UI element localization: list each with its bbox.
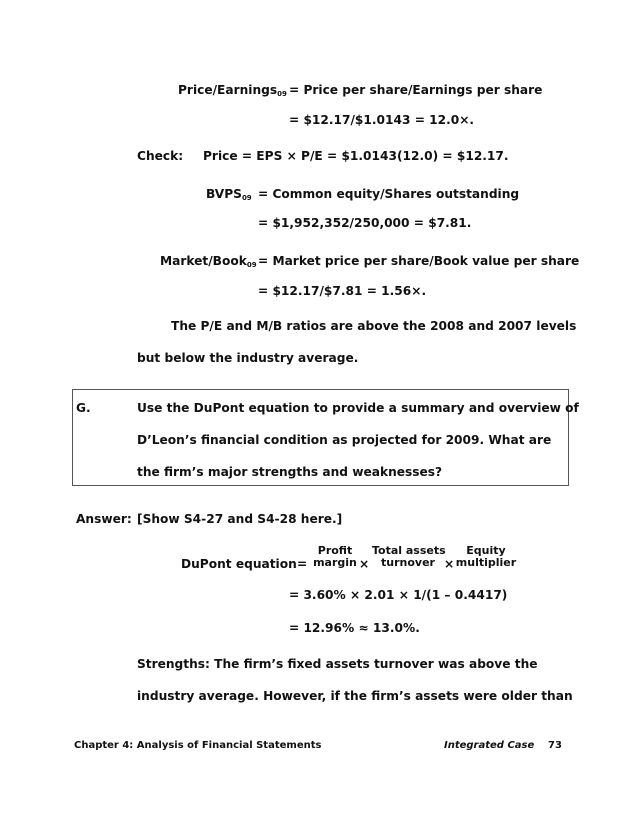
pe-label-text: Price/Earnings bbox=[178, 83, 278, 97]
term-equity-multiplier-top: Equity bbox=[466, 544, 506, 557]
dupont-calculation-1: = 3.60% × 2.01 × 1/(1 – 0.4417) bbox=[289, 588, 508, 602]
pe-mb-paragraph-line1: The P/E and M/B ratios are above the 2008 and 2007 levels bbox=[171, 319, 577, 333]
term-total-assets-turnover bbox=[372, 545, 444, 569]
question-line3: the firm’s major strengths and weaknesses? bbox=[137, 465, 443, 479]
footer-page-number: 73 bbox=[548, 740, 562, 751]
mb-label-sub: 09 bbox=[246, 261, 257, 269]
times-1: × bbox=[359, 557, 370, 571]
term-profit-margin-bottom: margin bbox=[313, 556, 357, 569]
bvps-equation: = Common equity/Shares outstanding bbox=[258, 187, 520, 201]
strengths-line1: Strengths: The firm’s fixed assets turnover was above the bbox=[137, 657, 538, 671]
pe-label-sub: 09 bbox=[277, 90, 287, 98]
term-profit-margin bbox=[310, 545, 360, 569]
footer-case-text: Integrated Case bbox=[444, 740, 535, 751]
bvps-label bbox=[206, 186, 252, 206]
mb-label bbox=[160, 253, 257, 273]
bvps-calculation: = $1,952,352/250,000 = $7.81. bbox=[258, 216, 472, 230]
term-total-assets-turnover-bottom: turnover bbox=[381, 556, 435, 569]
question-line2: D’Leon’s financial condition as projected for 2009. What are bbox=[137, 433, 552, 447]
question-line1: Use the DuPont equation to provide a summary and overview of bbox=[137, 401, 579, 415]
pe-mb-paragraph-line2: but below the industry average. bbox=[137, 351, 359, 365]
strengths-line2: industry average. However, if the firm’s assets were older than bbox=[137, 689, 573, 703]
footer-chapter: Chapter 4: Analysis of Financial Statements bbox=[74, 740, 322, 751]
pe-label bbox=[178, 82, 287, 102]
dupont-label: DuPont equation bbox=[181, 557, 297, 571]
footer-case bbox=[444, 740, 534, 751]
check-equation: Price = EPS × P/E = $1.0143(12.0) = $12.17. bbox=[203, 149, 509, 163]
question-letter: G. bbox=[76, 401, 91, 415]
check-label: Check: bbox=[137, 149, 184, 163]
bvps-label-sub: 09 bbox=[241, 194, 252, 202]
pe-equation: = Price per share/Earnings per share bbox=[289, 83, 543, 97]
dupont-calculation-2: = 12.96% ≈ 13.0%. bbox=[289, 621, 420, 635]
term-profit-margin-top: Profit bbox=[317, 544, 353, 557]
answer-label: Answer: bbox=[76, 512, 132, 526]
times-2: × bbox=[444, 557, 455, 571]
term-total-assets-turnover-top: Total assets bbox=[372, 544, 446, 557]
term-equity-multiplier bbox=[455, 545, 517, 569]
term-equity-multiplier-bottom: multiplier bbox=[455, 556, 517, 569]
mb-label-text: Market/Book bbox=[160, 254, 247, 268]
dupont-equals: = bbox=[297, 557, 308, 571]
pe-calculation: = $12.17/$1.0143 = 12.0×. bbox=[289, 113, 475, 127]
bvps-label-text: BVPS bbox=[206, 187, 242, 201]
answer-show: [Show S4-27 and S4-28 here.] bbox=[137, 512, 343, 526]
mb-equation: = Market price per share/Book value per share bbox=[258, 254, 580, 268]
mb-calculation: = $12.17/$7.81 = 1.56×. bbox=[258, 284, 427, 298]
